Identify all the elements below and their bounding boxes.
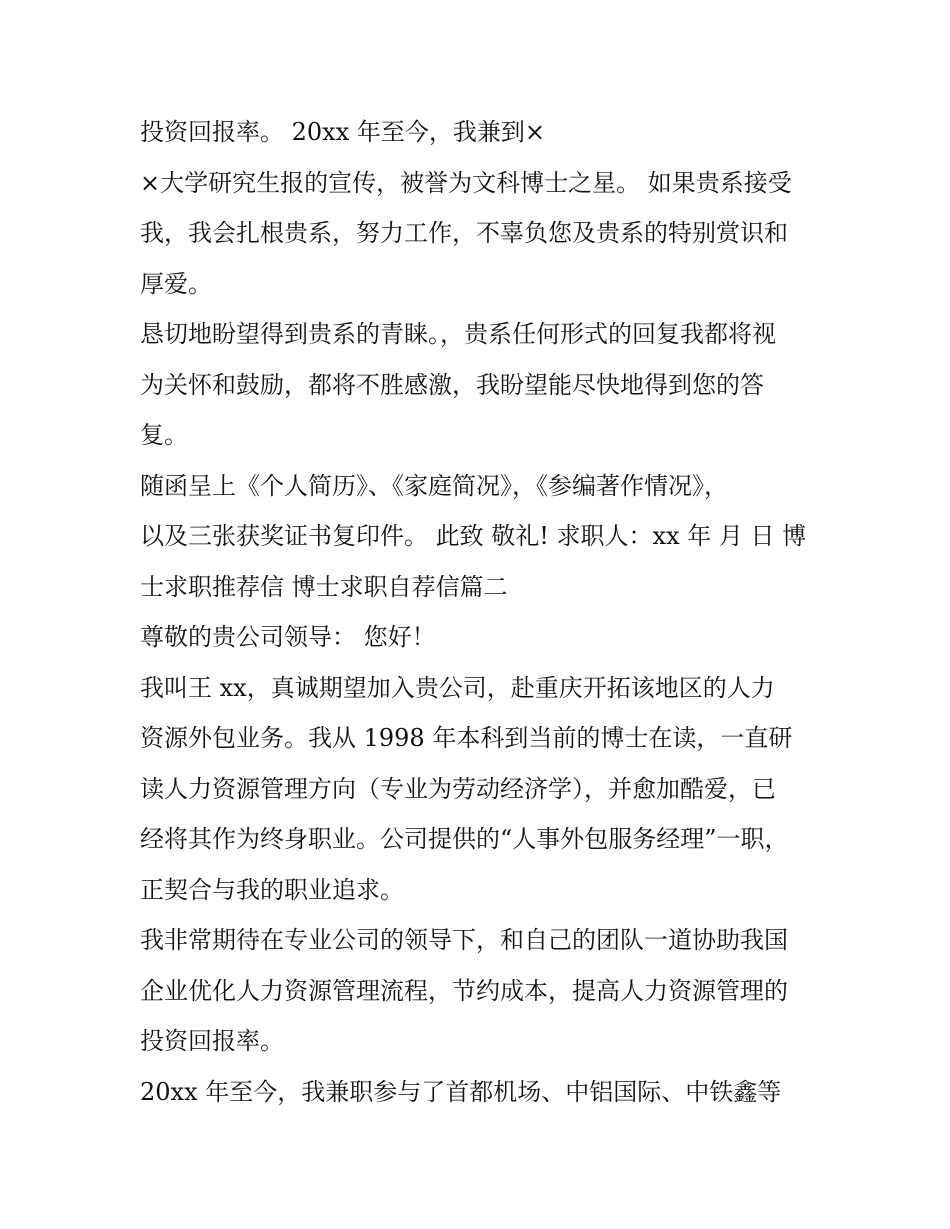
text-line: 企业优化人力资源管理流程，节约成本，提高人力资源管理的 (140, 976, 788, 1005)
text-line: 士求职推荐信 博士求职自荐信篇二 (140, 572, 508, 601)
document-body (140, 107, 820, 1117)
text-line: ×大学研究生报的宣传，被誉为文科博士之星。 如果贵系接受 (140, 168, 792, 197)
text-line: 投资回报率。 (140, 1027, 284, 1055)
text-line: 我，我会扎根贵系，努力工作，不辜负您及贵系的特别赏识和 (140, 219, 788, 247)
text-line: 复。 (140, 421, 188, 449)
text-line: 20xx 年至今，我兼职参与了首都机场、中铝国际、中铁鑫等 (140, 1077, 782, 1106)
text-line: 投资回报率。 20xx 年至今，我兼到× (140, 118, 545, 146)
text-line: 资源外包业务。我从 1998 年本科到当前的博士在读，一直研 (140, 724, 793, 752)
text-line: 随函呈上《个人简历》、《家庭简况》，《参编著作情况》， (140, 471, 728, 500)
text-line: 为关怀和鼓励，都将不胜感激，我盼望能尽快地得到您的答 (140, 370, 764, 399)
text-line: 尊敬的贵公司领导： 您好！ (140, 623, 436, 651)
text-line: 经将其作为终身职业。公司提供的“人事外包服务经理”一职， (140, 825, 789, 853)
text-line: 正契合与我的职业追求。 (140, 875, 404, 904)
text-line: 以及三张获奖证书复印件。 此致 敬礼! 求职人：xx 年 月 日 博 (140, 522, 807, 550)
text-line: 我非常期待在专业公司的领导下，和自己的团队一道协助我国 (140, 926, 788, 954)
text-line: 厚爱。 (140, 269, 212, 298)
text-line: 我叫王 xx，真诚期望加入贵公司，赴重庆开拓该地区的人力 (140, 673, 775, 702)
text-line: 恳切地盼望得到贵系的青睐。，贵系任何形式的回复我都将视 (140, 320, 776, 348)
text-line: 读人力资源管理方向（专业为劳动经济学），并愈加酷爱，已 (140, 774, 776, 803)
